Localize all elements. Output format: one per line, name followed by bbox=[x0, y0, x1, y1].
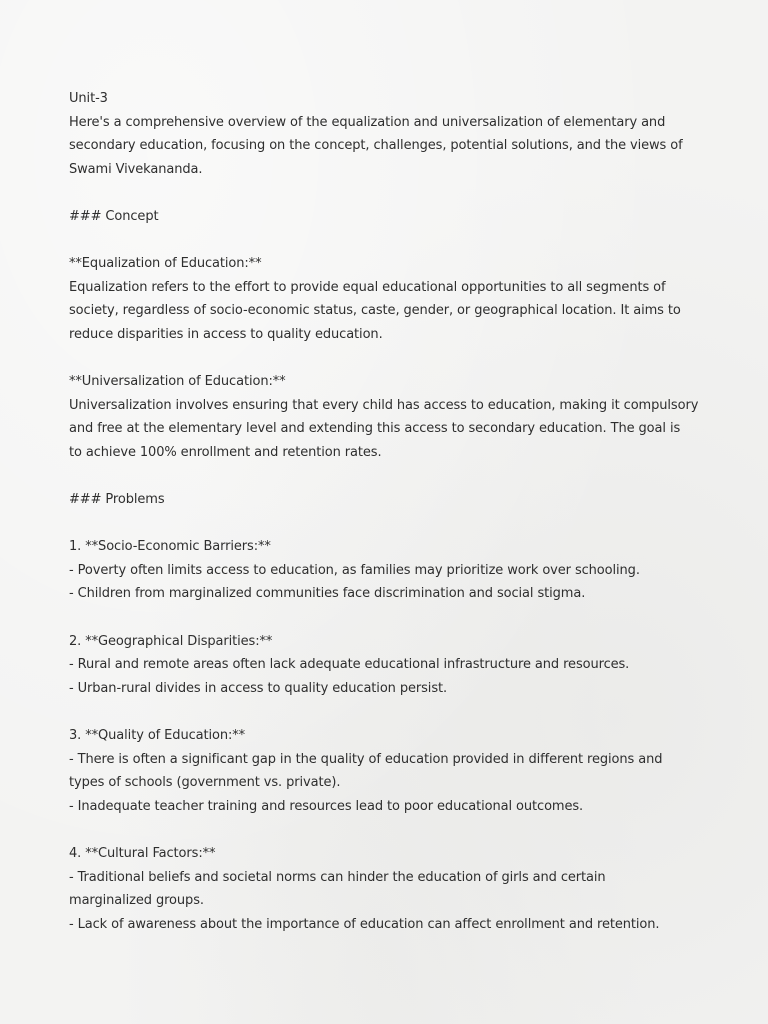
equalization-title: **Equalization of Education:** bbox=[69, 256, 262, 272]
problem-line: - Traditional beliefs and societal norms can hinder the education of girls and certain bbox=[69, 869, 606, 885]
universalization-line: and free at the elementary level and extending this access to secondary education. The goal is bbox=[69, 421, 681, 437]
universalization-title: **Universalization of Education:** bbox=[69, 374, 286, 390]
problem-line: - Poverty often limits access to education, as families may prioritize work over schooling. bbox=[69, 562, 640, 578]
problem-line: - Children from marginalized communities face discrimination and social stigma. bbox=[69, 586, 586, 602]
intro-line: Swami Vivekananda. bbox=[69, 161, 203, 177]
universalization-line: Universalization involves ensuring that every child has access to education, making it compulsory bbox=[69, 397, 699, 413]
equalization-line: Equalization refers to the effort to provide equal educational opportunities to all segments of bbox=[69, 279, 666, 295]
problem-line: - Urban-rural divides in access to quality education persist. bbox=[69, 680, 448, 696]
intro-line: secondary education, focusing on the concept, challenges, potential solutions, and the views of bbox=[69, 138, 683, 154]
problem-title: 2. **Geographical Disparities:** bbox=[69, 633, 273, 649]
document-page bbox=[69, 87, 729, 936]
concept-heading: ### Concept bbox=[69, 208, 159, 224]
problem-line: marginalized groups. bbox=[69, 893, 204, 909]
equalization-line: reduce disparities in access to quality education. bbox=[69, 326, 383, 342]
problem-title: 3. **Quality of Education:** bbox=[69, 728, 246, 744]
problem-line: types of schools (government vs. private). bbox=[69, 775, 341, 791]
equalization-line: society, regardless of socio-economic status, caste, gender, or geographical location. It aims to bbox=[69, 303, 681, 319]
unit-label: Unit-3 bbox=[69, 91, 108, 106]
universalization-line: to achieve 100% enrollment and retention rates. bbox=[69, 444, 382, 460]
problem-title: 4. **Cultural Factors:** bbox=[69, 846, 216, 861]
problems-heading: ### Problems bbox=[69, 492, 165, 508]
problem-line: - Rural and remote areas often lack adequate educational infrastructure and resources. bbox=[69, 657, 630, 673]
intro-line: Here's a comprehensive overview of the equalization and universalization of elementary and bbox=[69, 114, 666, 130]
problem-line: - There is often a significant gap in the quality of education provided in different regions and bbox=[69, 751, 663, 767]
problem-title: 1. **Socio-Economic Barriers:** bbox=[69, 539, 271, 555]
problem-line: - Lack of awareness about the importance of education can affect enrollment and retention. bbox=[69, 916, 660, 932]
problem-line: - Inadequate teacher training and resources lead to poor educational outcomes. bbox=[69, 798, 584, 814]
